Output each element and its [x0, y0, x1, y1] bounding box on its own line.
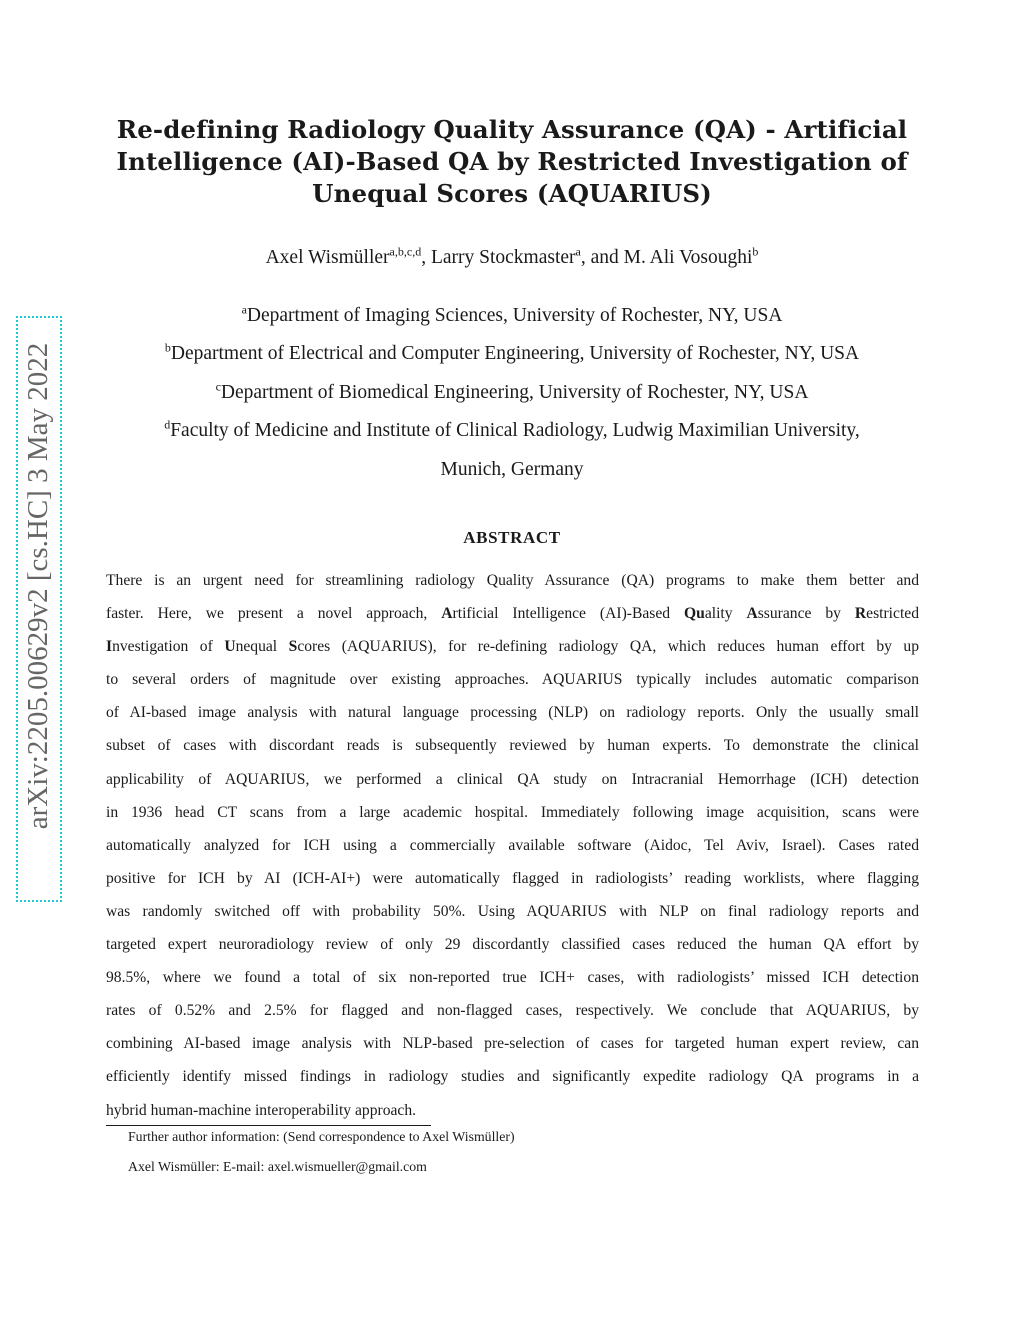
abstract-line: There is an urgent need for streamlining radiology Quality Assurance (QA) programs to make them better and	[106, 572, 919, 589]
paper-title	[0, 114, 1024, 210]
acronym-letter: A	[746, 605, 758, 623]
acronym-letter: A	[441, 605, 453, 623]
abstract-line: automatically analyzed for ICH using a commercially available software (Aidoc, Tel Aviv, Israel). Cases rated	[106, 836, 919, 854]
affiliation-marker: a	[241, 302, 247, 317]
abstract-line: positive for ICH by AI (ICH-AI+) were automatically flagged in radiologists’ reading worklists, where flagging	[106, 869, 919, 887]
affiliation-text: Munich, Germany	[440, 459, 584, 480]
footnote-divider	[106, 1125, 431, 1126]
author-name: M. Ali Vosoughi	[623, 247, 753, 268]
acronym-letter: S	[288, 638, 298, 656]
affiliation	[0, 417, 1024, 442]
abstract-line: 98.5%, where we found a total of six non-reported true ICH+ cases, with radiologists’ missed ICH detection	[106, 969, 919, 987]
abstract-line: faster. Here, we present a novel approach, Artificial Intelligence (AI)-Based Quality Assurance by Restricted	[106, 605, 919, 623]
abstract-line: of AI-based image analysis with natural language processing (NLP) on radiology reports. Only the usually small	[106, 704, 919, 722]
title-line: Intelligence (AI)-Based QA by Restricted Investigation of	[116, 147, 908, 176]
author-separator: , and	[580, 247, 624, 268]
acronym-letter: I	[106, 638, 113, 656]
affiliation-text: Department of Biomedical Engineering, University of Rochester, NY, USA	[220, 382, 809, 403]
abstract-line: Investigation of Unequal Scores (AQUARIUS), for re-defining radiology QA, which reduces human effort by up	[106, 638, 920, 656]
abstract-line: was randomly switched off with probability 50%. Using AQUARIUS with NLP on final radiology reports and	[106, 902, 919, 920]
affiliation	[0, 340, 1024, 365]
abstract-line: rates of 0.52% and 2.5% for flagged and non-flagged cases, respectively. We conclude that AQUARIUS, by	[106, 1002, 919, 1020]
affiliation	[0, 459, 1024, 481]
abstract-line: combining AI-based image analysis with NLP-based pre-selection of cases for targeted human expert review, can	[106, 1035, 919, 1053]
affiliation-marker: c	[215, 379, 221, 394]
author-name: Larry Stockmaster	[430, 247, 576, 268]
acronym-letter: R	[854, 605, 867, 623]
affiliation	[0, 302, 1024, 327]
title-line: Re-defining Radiology Quality Assurance (QA) - Artificial	[116, 115, 908, 144]
author-affiliation-marker: a	[575, 244, 581, 259]
arxiv-stamp[interactable]: arXiv:2205.00629v2 [cs.HC] 3 May 2022	[22, 342, 54, 830]
title-line: Unequal Scores (AQUARIUS)	[312, 179, 712, 208]
abstract-line: in 1936 head CT scans from a large academic hospital. Immediately following image acquisition, scans were	[106, 803, 919, 821]
affiliation-text: Department of Imaging Sciences, University of Rochester, NY, USA	[246, 305, 783, 326]
affiliation-text: Department of Electrical and Computer Engineering, University of Rochester, NY, USA	[170, 343, 860, 364]
affiliation-marker: d	[164, 417, 171, 432]
author-list	[0, 244, 1024, 269]
author-name: Axel Wismüller	[265, 247, 390, 268]
abstract-heading: ABSTRACT	[463, 528, 561, 547]
author-affiliation-marker: a,b,c,d	[389, 244, 422, 259]
abstract-line: hybrid human-machine interoperability approach.	[106, 1101, 417, 1119]
acronym-letter: Qu	[684, 605, 705, 623]
abstract-line: subset of cases with discordant reads is subsequently reviewed by human experts. To demonstrate the clinical	[106, 737, 919, 755]
footnote-email: Axel Wismüller: E-mail: axel.wismueller@gmail.com	[128, 1159, 427, 1174]
affiliation	[0, 379, 1024, 404]
abstract-line: to several orders of magnitude over existing approaches. AQUARIUS typically includes automatic comparison	[106, 671, 919, 689]
abstract-line: efficiently identify missed findings in radiology studies and significantly expedite radiology QA programs in a	[106, 1068, 919, 1086]
author-separator: ,	[421, 247, 431, 268]
author-affiliation-marker: b	[752, 244, 759, 259]
abstract-body	[106, 564, 919, 1127]
footnote-author-info: Further author information: (Send correspondence to Axel Wismüller)	[128, 1129, 515, 1144]
affiliation-text: Faculty of Medicine and Institute of Clinical Radiology, Ludwig Maximilian University,	[170, 420, 860, 441]
acronym-letter: U	[224, 638, 236, 656]
abstract-line: targeted expert neuroradiology review of only 29 discordantly classified cases reduced the human QA effort by	[106, 936, 919, 954]
affiliation-marker: b	[164, 340, 171, 355]
abstract-line: applicability of AQUARIUS, we performed a clinical QA study on Intracranial Hemorrhage (ICH) detection	[106, 770, 919, 788]
